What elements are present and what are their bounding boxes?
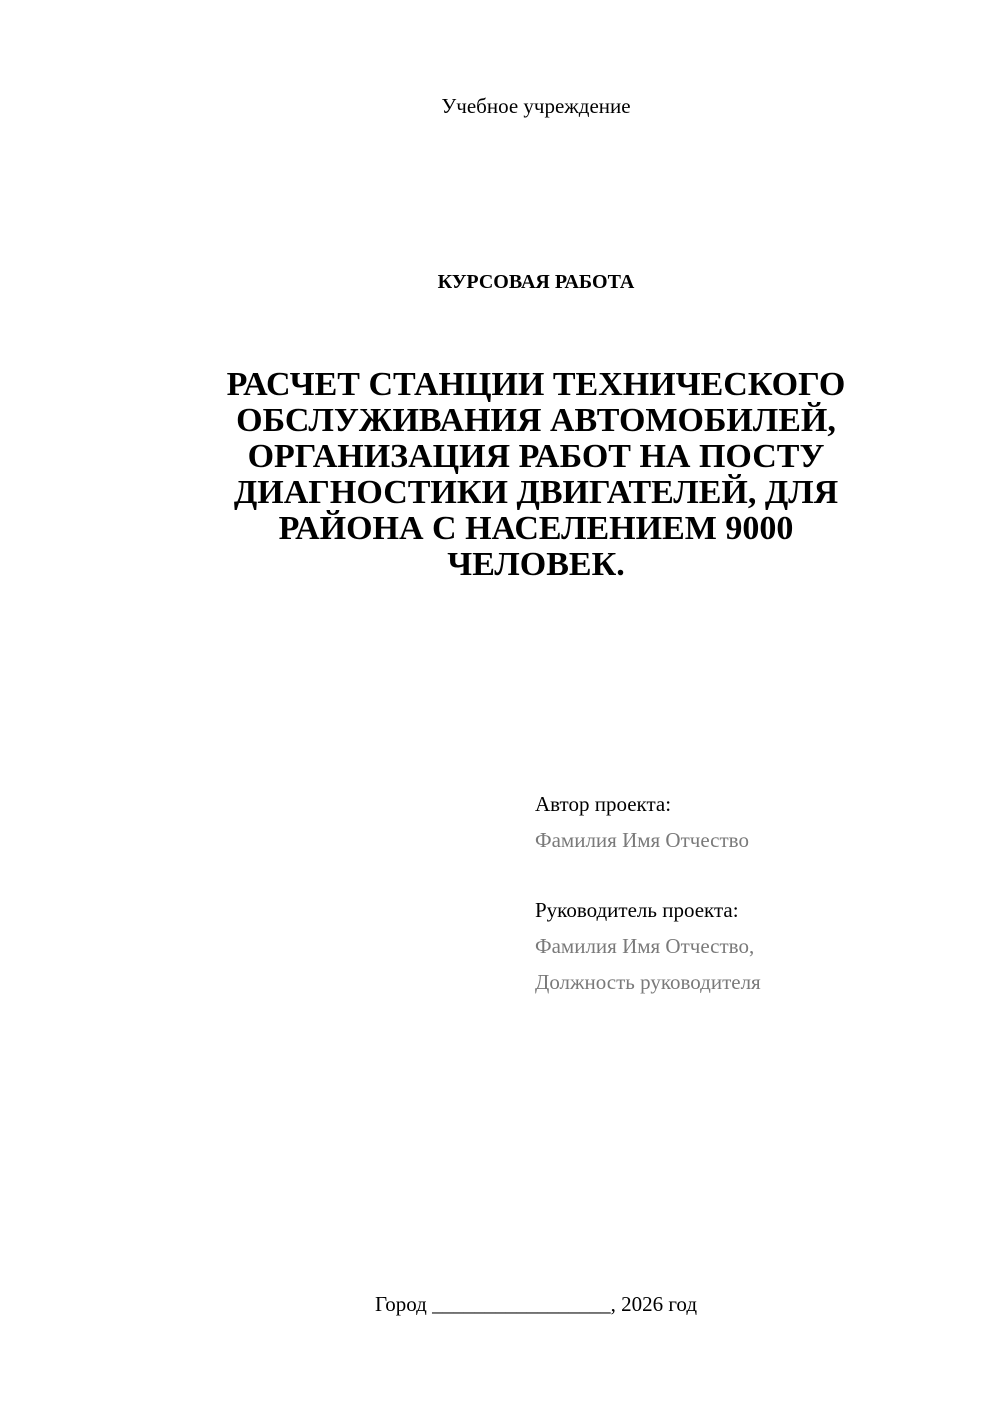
- credits-block: [535, 786, 975, 1000]
- title-line: ДИАГНОСТИКИ ДВИГАТЕЛЕЙ, ДЛЯ: [233, 474, 839, 511]
- author-label: Автор проекта:: [535, 792, 672, 816]
- title-line: РАЙОНА С НАСЕЛЕНИЕМ 9000: [278, 510, 794, 547]
- work-type: КУРСОВАЯ РАБОТА: [437, 271, 635, 293]
- title-line: ОРГАНИЗАЦИЯ РАБОТ НА ПОСТУ: [247, 438, 825, 475]
- title-line: РАСЧЕТ СТАНЦИИ ТЕХНИЧЕСКОГО: [226, 366, 846, 403]
- supervisor-position: Должность руководителя: [535, 970, 761, 994]
- institution-name: Учебное учреждение: [441, 94, 631, 118]
- supervisor-name: Фамилия Имя Отчество,: [535, 934, 755, 958]
- credits-spacer: [535, 858, 975, 892]
- title-line: ЧЕЛОВЕК.: [447, 546, 625, 583]
- work-title: [180, 367, 892, 583]
- city-year-line: Город _________________, 2026 год: [374, 1292, 698, 1316]
- title-line: ОБСЛУЖИВАНИЯ АВТОМОБИЛЕЙ,: [236, 402, 836, 439]
- author-name: Фамилия Имя Отчество: [535, 828, 749, 852]
- supervisor-label: Руководитель проекта:: [535, 898, 739, 922]
